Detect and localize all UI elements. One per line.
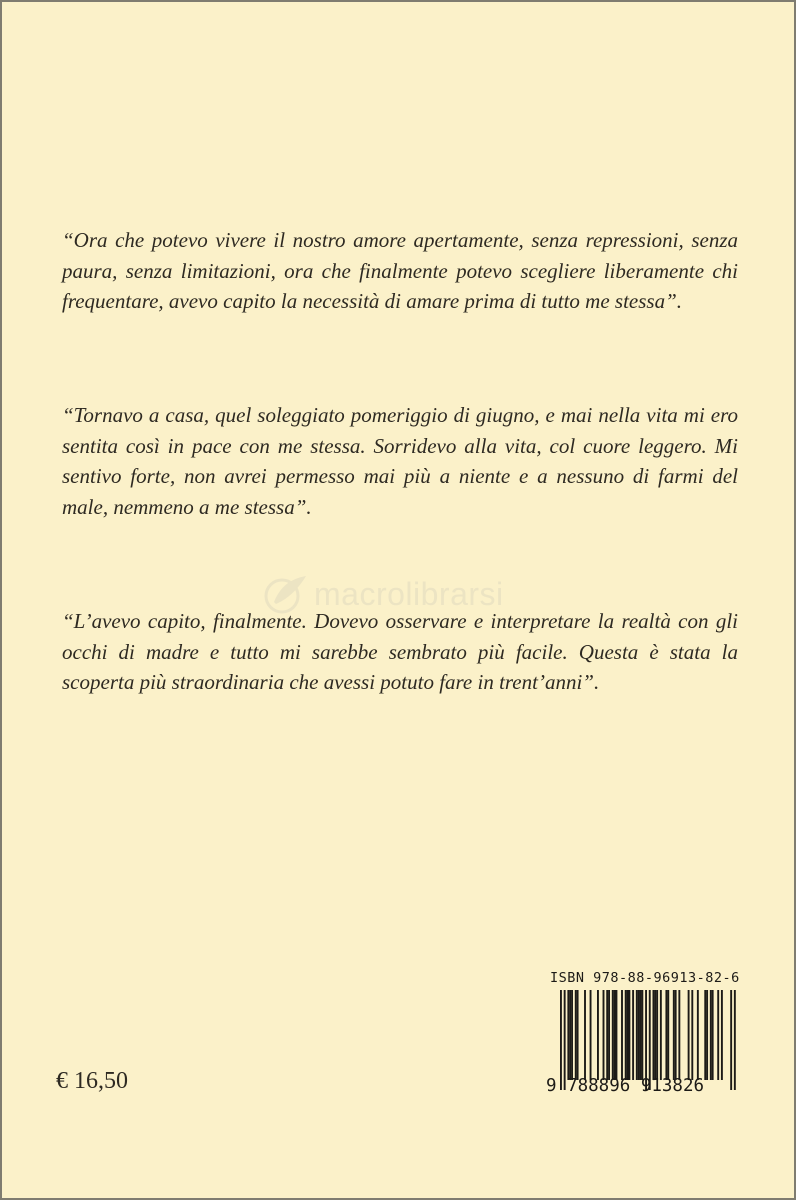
barcode-bar xyxy=(606,990,608,1080)
barcode-bar xyxy=(638,990,640,1080)
barcode-bar xyxy=(597,990,599,1080)
barcode-bar xyxy=(654,990,656,1080)
barcode-bar xyxy=(640,990,642,1080)
barcode-bar xyxy=(614,990,616,1080)
barcode-bar xyxy=(627,990,629,1080)
barcode-bar xyxy=(688,990,690,1080)
watermark-text: macrolibrarsi xyxy=(314,575,504,612)
barcode-bar xyxy=(710,990,712,1080)
barcode-bar xyxy=(673,990,675,1080)
barcode-bar xyxy=(667,990,669,1080)
barcode-bar xyxy=(612,990,614,1080)
quote-3: “L’avevo capito, finalmente. Dovevo osservare e interpretare la realtà con gli occhi di madre e tutto mi sarebbe sembrato più facile. Questa è stata la scoperta più straordinaria che avessi potuto fare in trent’anni”. xyxy=(62,609,738,694)
quote-2: “Tornavo a casa, quel soleggiato pomeriggio di giugno, e mai nella vita mi ero sentita così in pace con me stessa. Sorridevo alla vita, col cuore leggero. Mi sentivo forte, non avrei permesso mai più a niente e a nessuno di farmi del male, nemmeno a me stessa”. xyxy=(62,403,738,519)
barcode-bar xyxy=(717,990,719,1080)
barcode-bar xyxy=(706,990,708,1080)
quote-1: “Ora che potevo vivere il nostro amore apertamente, senza repressioni, senza paura, senza limitazioni, ora che finalmente potevo scegliere liberamente chi frequentare, avevo capito la necessità di amare prima di tutto me stessa”. xyxy=(62,228,738,313)
barcode-bar xyxy=(645,990,647,1090)
barcode-bar xyxy=(625,990,627,1080)
barcode-bar xyxy=(564,990,566,1090)
barcode-bar xyxy=(665,990,667,1080)
barcode-bar xyxy=(567,990,569,1080)
isbn-label: ISBN 978-88-96913-82-6 xyxy=(550,970,740,986)
barcode-bar xyxy=(575,990,577,1080)
barcode xyxy=(546,990,738,1090)
barcode-bar xyxy=(704,990,706,1080)
barcode-bar xyxy=(730,990,732,1090)
barcode-block xyxy=(546,970,740,1096)
barcode-bar xyxy=(641,990,643,1080)
barcode-bar xyxy=(621,990,623,1080)
barcode-bar xyxy=(628,990,630,1080)
barcode-bar xyxy=(603,990,605,1080)
barcode-bar xyxy=(571,990,573,1080)
barcode-bar xyxy=(577,990,579,1080)
barcode-bar xyxy=(675,990,677,1080)
barcode-bar xyxy=(721,990,723,1080)
barcode-bar xyxy=(569,990,571,1080)
barcode-bar xyxy=(649,990,651,1090)
price: € 16,50 xyxy=(56,1068,128,1094)
barcode-bar xyxy=(584,990,586,1080)
barcode-bar xyxy=(560,990,562,1090)
barcode-bar xyxy=(697,990,699,1080)
barcode-digits: 9 788896 913826 xyxy=(546,1076,705,1096)
barcode-bar xyxy=(653,990,655,1080)
barcode-bar xyxy=(616,990,618,1080)
barcode-bar xyxy=(608,990,610,1080)
barcode-bar xyxy=(712,990,714,1080)
barcode-bar xyxy=(590,990,592,1080)
barcode-bar xyxy=(734,990,736,1090)
barcode-bar xyxy=(691,990,693,1080)
barcode-bar xyxy=(632,990,634,1080)
barcode-bar xyxy=(636,990,638,1080)
barcode-bar xyxy=(660,990,662,1080)
barcode-bar xyxy=(656,990,658,1080)
barcode-bar xyxy=(678,990,680,1080)
